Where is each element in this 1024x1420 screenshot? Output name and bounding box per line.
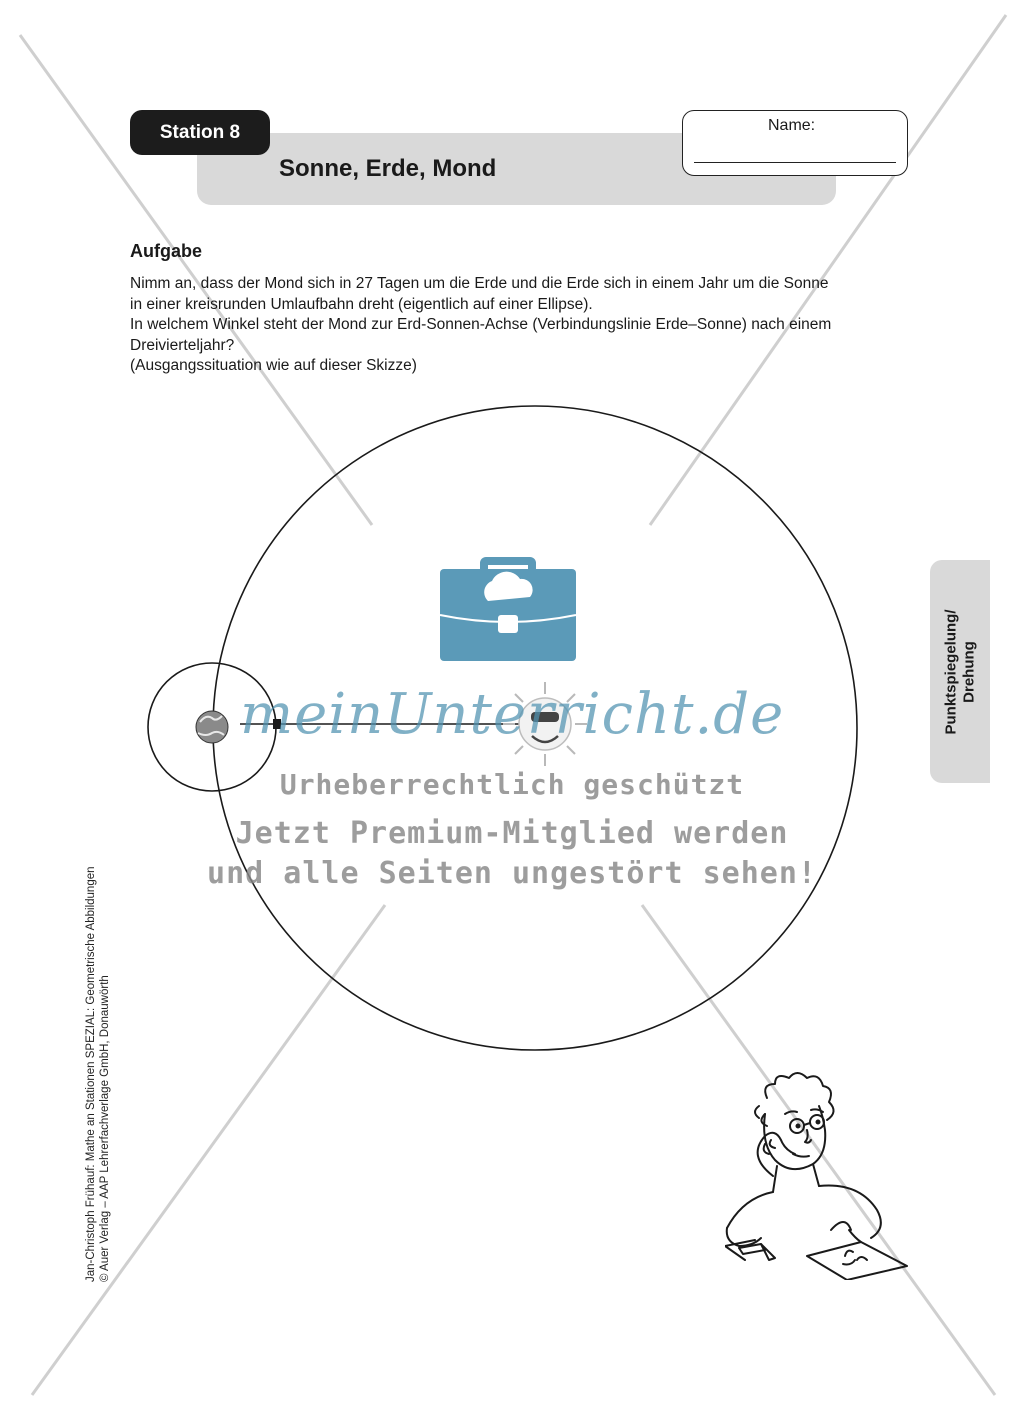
briefcase-watermark-icon: [438, 553, 578, 663]
credit-line: © Auer Verlag – AAP Lehrerfachverlage GmbH, Donauwörth: [99, 975, 111, 1282]
publisher-credit: [84, 866, 112, 1282]
earth-icon: [196, 711, 228, 743]
task-line: in einer kreisrunden Umlaufbahn dreht (eigentlich auf einer Ellipse).: [130, 295, 593, 313]
watermark-premium-text-2: und alle Seiten ungestört sehen!: [207, 856, 817, 891]
side-tab-line: Punktspiegelung/: [942, 608, 960, 735]
task-line: (Ausgangssituation wie auf dieser Skizze): [130, 357, 417, 374]
name-label: Name:: [768, 117, 816, 134]
side-tab-line: Drehung: [960, 640, 978, 703]
credit-line: Jan-Christoph Frühauf: Mathe an Stationen SPEZIAL: Geometrische Abbildungen: [85, 866, 97, 1282]
thinking-student-illustration: [725, 1070, 925, 1280]
watermark-premium-text: Jetzt Premium-Mitglied werden: [235, 816, 789, 851]
task-line: In welchem Winkel steht der Mond zur Erd-Sonnen-Achse (Verbindungslinie Erde–Sonne) nach einem: [130, 316, 832, 333]
station-badge: Station 8: [130, 110, 270, 155]
task-line: Nimm an, dass der Mond sich in 27 Tagen um die Erde und die Erde sich in einem Jahr um die Sonne: [130, 275, 829, 292]
page-title: Sonne, Erde, Mond: [279, 155, 497, 182]
watermark-brand: meinUnterricht.de: [240, 682, 785, 747]
task-line: Dreivierteljahr?: [130, 336, 235, 354]
task-heading: Aufgabe: [130, 241, 202, 261]
watermark-copyright-text: Urheberrechtlich geschützt: [279, 768, 745, 801]
